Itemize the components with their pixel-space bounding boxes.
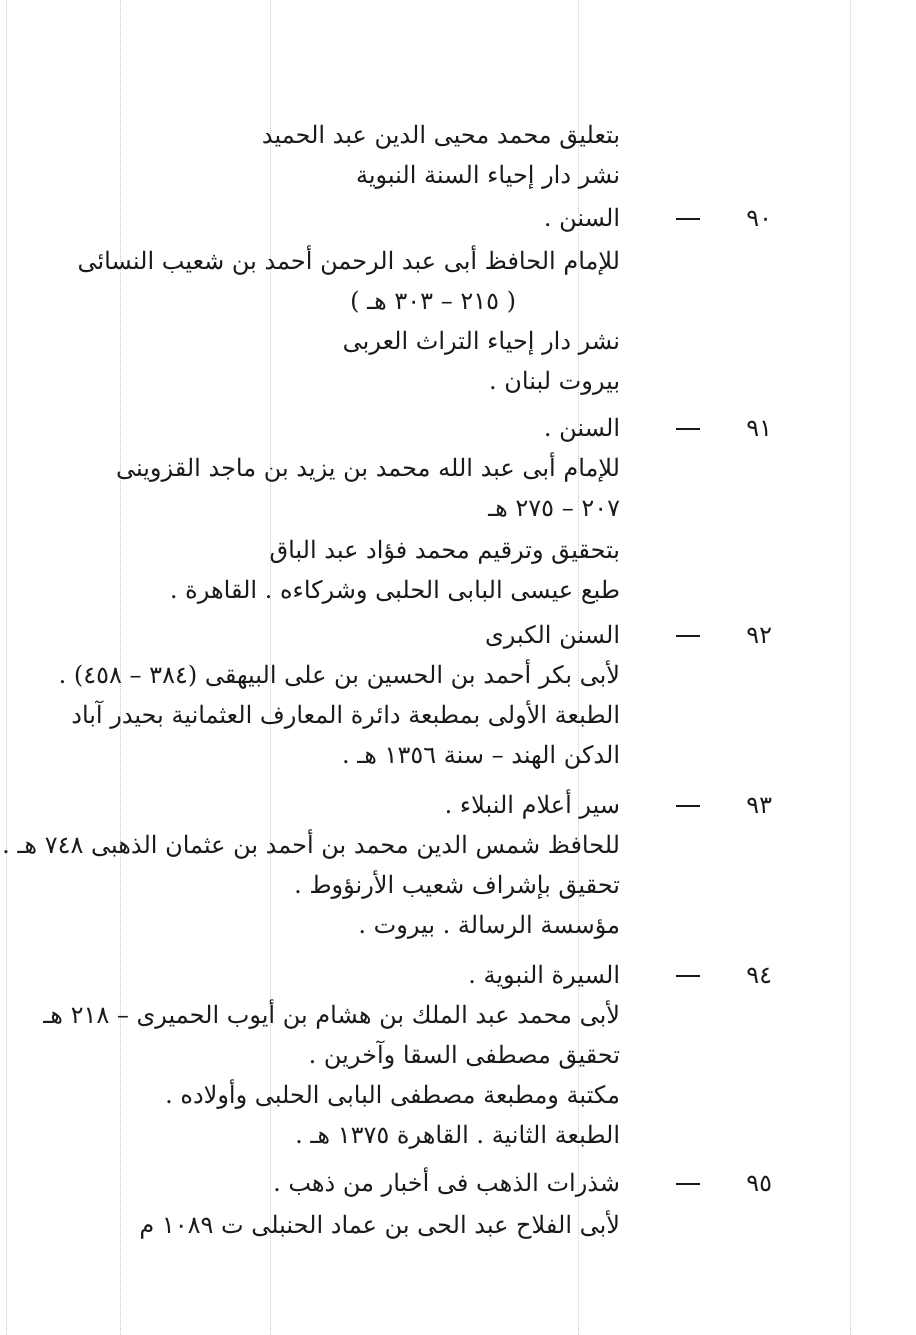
scan-artifact — [6, 0, 7, 1335]
entry-line: الطبعة الأولى بمطبعة دائرة المعارف العثمانية بحيدر آباد — [71, 701, 620, 729]
entry-line: نشر دار إحياء التراث العربى — [342, 327, 620, 355]
entry-line: بيروت لبنان . — [489, 367, 620, 395]
entry-line: مكتبة ومطبعة مصطفى البابى الحلبى وأولاده . — [165, 1081, 620, 1109]
intro-line: بتعليق محمد محيى الدين عبد الحميد — [261, 121, 620, 149]
entry-dash — [676, 635, 700, 637]
entry-line: للإمام الحافظ أبى عبد الرحمن أحمد بن شعيب النسائى — [77, 247, 620, 275]
entry-line: بتحقيق وترقيم محمد فؤاد عبد الباق — [269, 536, 620, 564]
entry-line: طبع عيسى البابى الحلبى وشركاءه . القاهرة . — [169, 576, 620, 604]
entry-dash — [676, 805, 700, 807]
entry-number: ٩١ — [746, 414, 772, 442]
entry-line: للإمام أبى عبد الله محمد بن يزيد بن ماجد القزوينى — [115, 454, 620, 482]
entry-line: الطبعة الثانية . القاهرة ١٣٧٥ هـ . — [295, 1121, 620, 1149]
entry-number: ٩٣ — [746, 791, 772, 819]
entry-line: شذرات الذهب فى أخبار من ذهب . — [273, 1169, 620, 1197]
entry-dash — [676, 218, 700, 220]
entry-line: لأبى بكر أحمد بن الحسين بن على البيهقى (٣٨٤ – ٤٥٨) . — [58, 661, 620, 689]
entry-line: الدكن الهند – سنة ١٣٥٦ هـ . — [341, 741, 620, 769]
entry-line: السنن الكبرى — [484, 621, 620, 649]
entry-line: تحقيق بإشراف شعيب الأرنؤوط . — [294, 871, 620, 899]
entry-line: السنن . — [543, 204, 620, 232]
entry-dash — [676, 1183, 700, 1185]
entry-dash — [676, 428, 700, 430]
entry-line: سير أعلام النبلاء . — [444, 791, 620, 819]
entry-line: لأبى محمد عبد الملك بن هشام بن أيوب الحميرى – ٢١٨ هـ — [43, 1001, 620, 1029]
entry-line: السنن . — [543, 414, 620, 442]
entry-number: ٩٠ — [746, 204, 772, 232]
entry-line: ٢٠٧ – ٢٧٥ هـ — [488, 494, 620, 522]
entry-line: ( ٢١٥ – ٣٠٣ هـ ) — [350, 287, 516, 315]
entry-line: للحافظ شمس الدين محمد بن أحمد بن عثمان الذهبى ٧٤٨ هـ . — [2, 831, 620, 859]
entry-number: ٩٢ — [746, 621, 772, 649]
entry-line: مؤسسة الرسالة . بيروت . — [358, 911, 620, 939]
entry-dash — [676, 975, 700, 977]
entry-number: ٩٤ — [746, 961, 772, 989]
entry-line: السيرة النبوية . — [468, 961, 620, 989]
entry-number: ٩٥ — [746, 1169, 772, 1197]
entry-line: لأبى الفلاح عبد الحى بن عماد الحنبلى ت ١٠٨٩ م — [139, 1211, 620, 1239]
scan-artifact — [850, 0, 851, 1335]
entry-line: تحقيق مصطفى السقا وآخرين . — [308, 1041, 620, 1069]
intro-line: نشر دار إحياء السنة النبوية — [355, 161, 620, 189]
